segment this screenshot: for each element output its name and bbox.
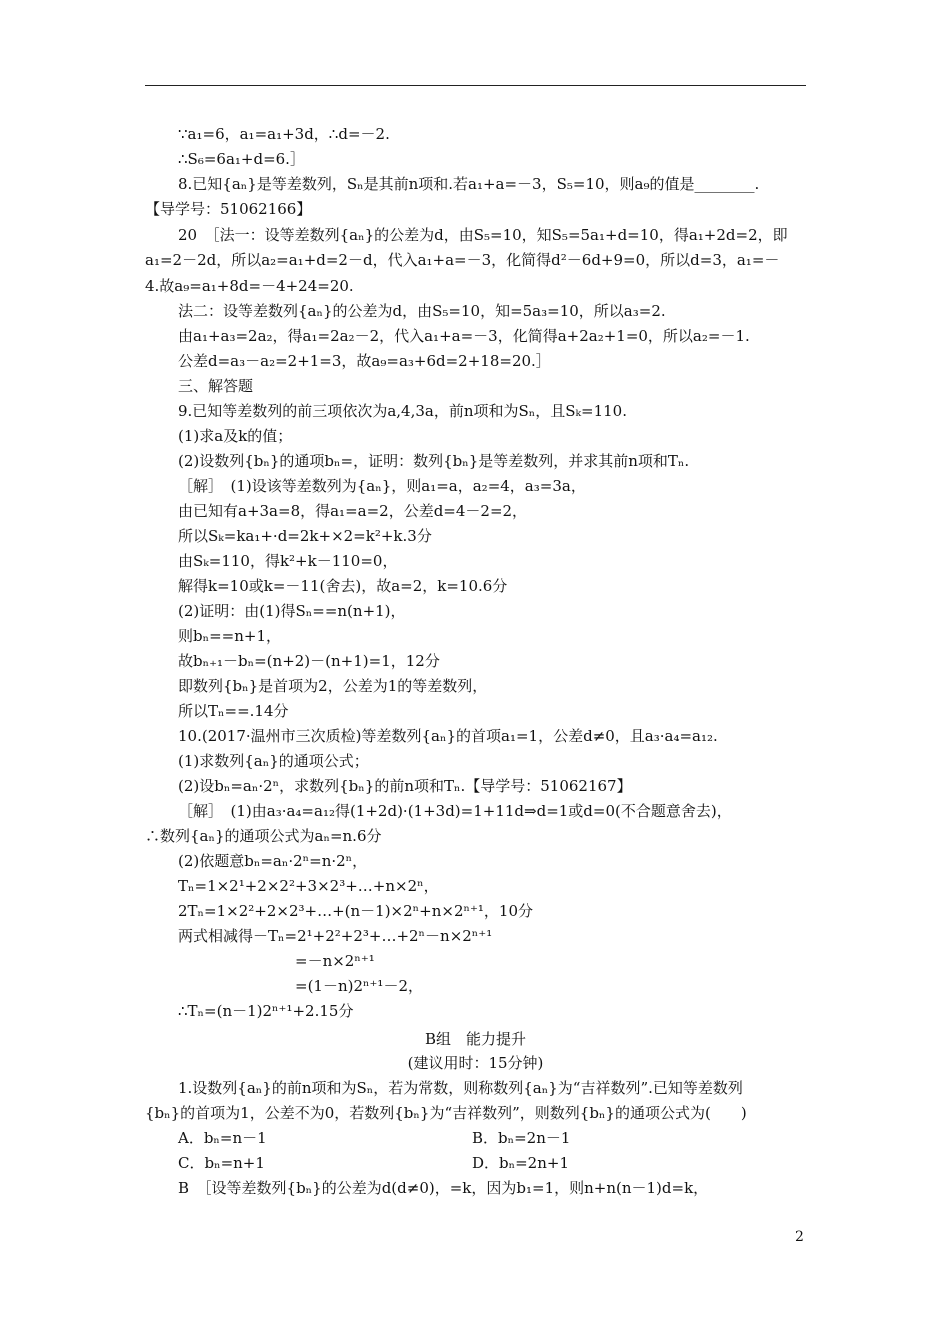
problem-b1: {bₙ}的首项为1，公差不为0，若数列{bₙ}为“吉祥数列”，则数列{bₙ}的通项公式为( ) xyxy=(145,1104,747,1122)
problem-9: 9.已知等差数列的前三项依次为a,4,3a，前n项和为Sₙ，且Sₖ=110. xyxy=(178,402,627,420)
header-rule xyxy=(145,85,806,86)
problem-10: 10.(2017·温州市三次质检)等差数列{aₙ}的首项a₁=1，公差d≠0，且a₃·a₄=a₁₂. xyxy=(178,727,718,745)
guide-number: 【导学号：51062166】 xyxy=(145,200,312,218)
text-line: ∴S₆=6a₁+d=6.］ xyxy=(178,150,305,168)
solution-line: 由a₁+a₃=2a₂，得a₁=2a₂－2，代入a₁+a=－3，化简得a+2a₂+1=0，所以a₂=－1. xyxy=(178,327,750,345)
option-a: A．bₙ=n－1 xyxy=(178,1129,267,1147)
section-heading: 三、解答题 xyxy=(178,377,254,395)
problem-8: 8.已知{aₙ}是等差数列，Sₙ是其前n项和.若a₁+a=－3，S₅=10，则a₉的值是________. xyxy=(178,175,760,193)
solution-line: ∴Tₙ=(n－1)2ⁿ⁺¹+2.15分 xyxy=(178,1002,354,1020)
solution-line: a₁=2－2d，所以a₂=a₁+d=2－d，代入a₁+a=－3，化简得d²－6d+9=0，所以d=3，a₁=－ xyxy=(145,251,780,269)
answer-line: B ［设等差数列{bₙ}的公差为d(d≠0)，=k，因为b₁=1，则n+n(n－1)d=k， xyxy=(178,1179,709,1197)
solution-line: 两式相减得－Tₙ=2¹+2²+2³+…+2ⁿ－n×2ⁿ⁺¹ xyxy=(178,927,493,945)
solution-line: 20 ［法一：设等差数列{aₙ}的公差为d，由S₅=10，知S₅=5a₁+d=10，得a₁+2d=2，即 xyxy=(178,226,788,244)
solution-line: 公差d=a₃－a₂=2+1=3，故a₉=a₃+6d=2+18=20.］ xyxy=(178,352,551,370)
solution-line: 解得k=10或k=－11(舍去)，故a=2，k=10.6分 xyxy=(178,577,508,595)
solution-line: 即数列{bₙ}是首项为2，公差为1的等差数列， xyxy=(178,677,488,695)
solution-line: 故bₙ₊₁－bₙ=(n+2)－(n+1)=1，12分 xyxy=(178,652,440,670)
solution-line: 则bₙ==n+1， xyxy=(178,627,282,645)
section-subtitle: (建议用时：15分钟) xyxy=(407,1054,544,1072)
option-b: B．bₙ=2n－1 xyxy=(472,1129,571,1147)
solution-line: Tₙ=1×2¹+2×2²+3×2³+…+n×2ⁿ， xyxy=(178,877,439,895)
solution-line: 2Tₙ=1×2²+2×2³+…+(n－1)×2ⁿ+n×2ⁿ⁺¹，10分 xyxy=(178,902,534,920)
problem-part: (1)求数列{aₙ}的通项公式； xyxy=(178,752,369,770)
solution-line: 4.故a₉=a₁+8d=－4+24=20. xyxy=(145,277,354,295)
solution-line: 由已知有a+3a=8，得a₁=a=2，公差d=4－2=2， xyxy=(178,502,528,520)
solution-line: ∴数列{aₙ}的通项公式为aₙ=n.6分 xyxy=(145,827,382,845)
solution-line: 所以Sₖ=ka₁+·d=2k+×2=k²+k.3分 xyxy=(178,527,432,545)
solution-line: 法二：设等差数列{aₙ}的公差为d，由S₅=10，知=5a₃=10，所以a₃=2. xyxy=(178,302,666,320)
solution-line: (2)证明：由(1)得Sₙ==n(n+1)， xyxy=(178,602,406,620)
solution-line: ［解］ (1)由a₃·a₄=a₁₂得(1+2d)·(1+3d)=1+11d⇒d=1或d=0(不合题意舍去)， xyxy=(178,802,732,820)
problem-b1: 1.设数列{aₙ}的前n项和为Sₙ，若为常数，则称数列{aₙ}为“吉祥数列”.已知等差数列 xyxy=(178,1079,743,1097)
section-title: B组 能力提升 xyxy=(424,1030,527,1048)
solution-line: =－n×2ⁿ⁺¹ xyxy=(295,952,375,970)
problem-part: (1)求a及k的值； xyxy=(178,427,293,445)
problem-part: (2)设bₙ=aₙ·2ⁿ，求数列{bₙ}的前n项和Tₙ.【导学号：51062167】 xyxy=(178,777,632,795)
text-line: ∵a₁=6，a₁=a₁+3d，∴d=－2. xyxy=(178,125,390,143)
option-c: C．bₙ=n+1 xyxy=(178,1154,265,1172)
page-number: 2 xyxy=(795,1229,804,1245)
solution-line: (2)依题意bₙ=aₙ·2ⁿ=n·2ⁿ， xyxy=(178,852,368,870)
option-d: D．bₙ=2n+1 xyxy=(472,1154,570,1172)
solution-line: 所以Tₙ==.14分 xyxy=(178,702,289,720)
solution-line: 由Sₖ=110，得k²+k－110=0， xyxy=(178,552,398,570)
problem-part: (2)设数列{bₙ}的通项bₙ=，证明：数列{bₙ}是等差数列，并求其前n项和Tₙ. xyxy=(178,452,690,470)
solution-line: ［解］ (1)设该等差数列为{aₙ}，则a₁=a，a₂=4，a₃=3a， xyxy=(178,477,586,495)
solution-line: =(1－n)2ⁿ⁺¹－2， xyxy=(295,977,423,995)
